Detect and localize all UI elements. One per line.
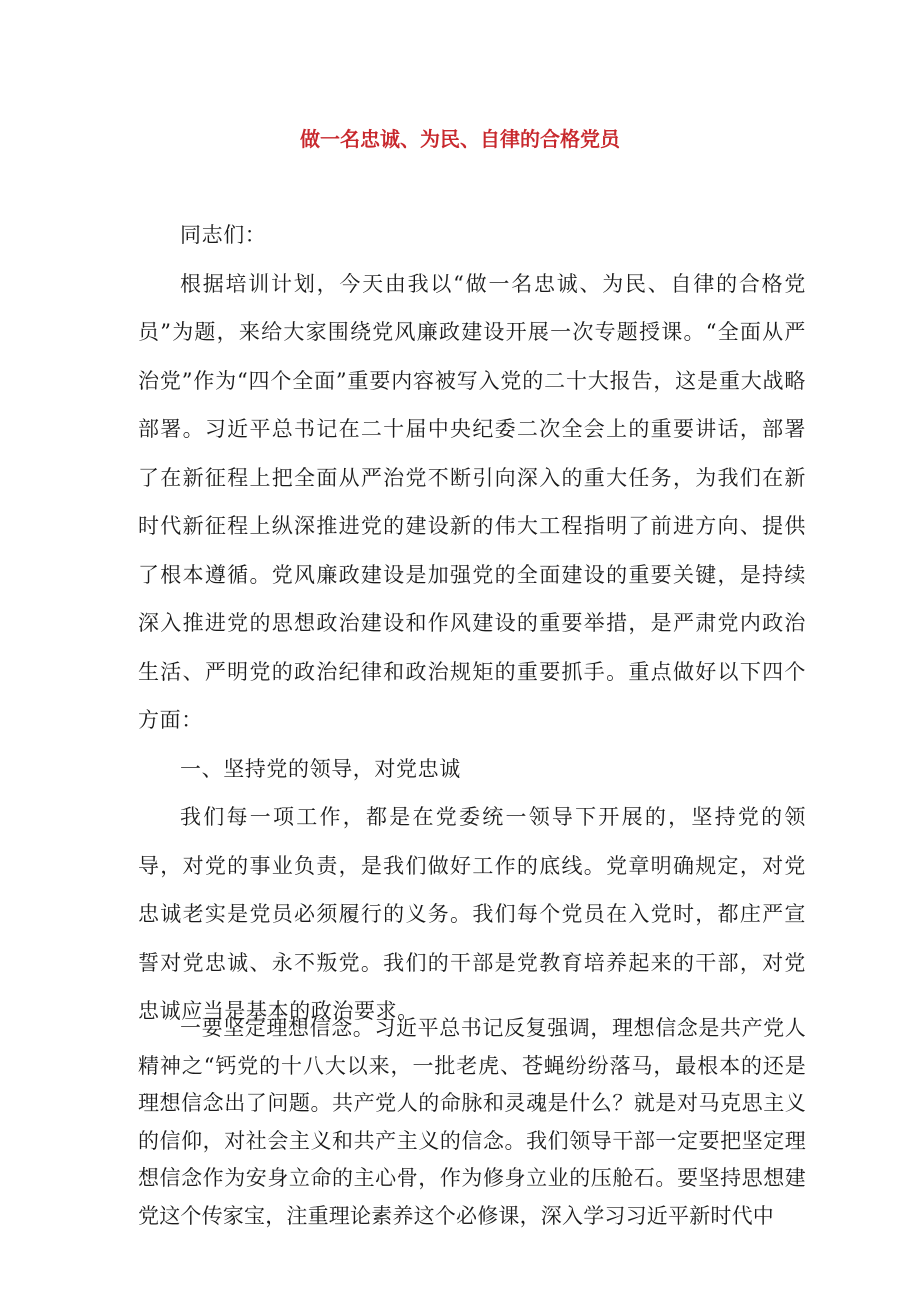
intro-paragraph: 根据培训计划，今天由我以“做一名忠诚、为民、自律的合格党员”为题，来给大家围绕党风廉政建设开展一次专题授课。“全面从严治党”作为“四个全面”重要内容被写入党的二十大报告，这是重大战略部署。习近平总书记在二十届中央纪委二次全会上的重要讲话，部署了在新征程上把全面从严治党不断引向深入的重大任务，为我们在新时代新征程上纵深推进党的建设新的伟大工程指明了前进方向、提供了根本遵循。党风廉政建设是加强党的全面建设的重要关键，是持续深入推进党的思想政治建设和作风建设的重要举措，是严肃党内政治生活、严明党的政治纪律和政治规矩的重要抓手。重点做好以下四个方面： [138,271,806,732]
document-title: 做一名忠诚、为民、自律的合格党员 [300,127,620,151]
sub-point-paragraph: 一要坚定理想信念。习近平总书记反复强调，理想信念是共产党人精神之“钙党的十八大以来，一批老虎、苍蝇纷纷落马，最根本的还是理想信念出了问题。共产党人的命脉和灵魂是什么？就是对马克思主义的信仰，对社会主义和共产主义的信念。我们领导干部一定要把坚定理想信念作为安身立命的主心骨，作为修身立业的压舱石。要坚持思想建党这个传家宝，注重理论素养这个必修课，深入学习习近平新时代中 [138,1016,806,1228]
document-body-lower [138,1010,806,1235]
salutation-paragraph: 同志们： [180,223,267,247]
document-body-upper [138,211,806,1036]
section-paragraph: 我们每一项工作，都是在党委统一领导下开展的，坚持党的领导，对党的事业负责，是我们做好工作的底线。党章明确规定，对党忠诚老实是党员必须履行的义务。我们每个党员在入党时，都庄严宣誓对党忠诚、永不叛党。我们的干部是党教育培养起来的干部，对党忠诚应当是基本的政治要求。 [138,805,806,1023]
section-heading: 一、坚持党的领导，对党忠诚 [180,756,461,781]
